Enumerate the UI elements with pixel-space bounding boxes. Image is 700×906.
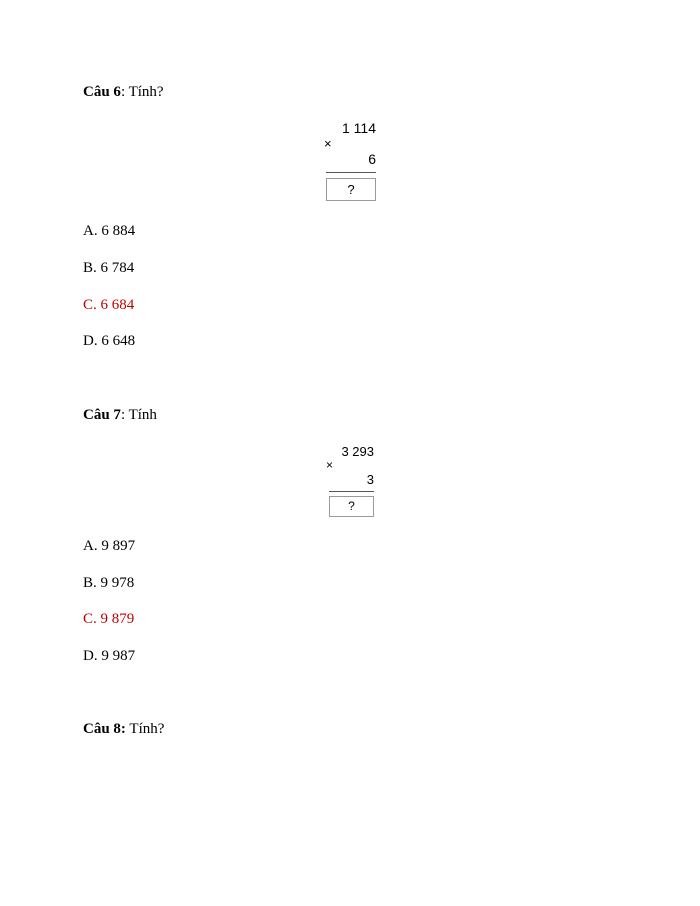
question-7-option-c-correct: C. 9 879 xyxy=(83,611,135,627)
question-7-option-a: A. 9 897 xyxy=(83,538,136,554)
question-6-title xyxy=(83,84,164,101)
question-6-option-b: B. 6 784 xyxy=(83,260,135,276)
calculation-rule xyxy=(326,172,376,173)
question-6-calculation xyxy=(322,118,376,202)
question-7-option-d: D. 9 987 xyxy=(83,648,136,664)
calculation-rule xyxy=(329,491,374,492)
question-6-option-a: A. 6 884 xyxy=(83,223,136,239)
question-7-label: Câu 7 xyxy=(83,407,121,423)
multiplier: 3 xyxy=(366,472,374,487)
question-7-prompt: Tính xyxy=(128,407,157,423)
question-7-calculation xyxy=(325,443,374,517)
question-8-prompt: Tính? xyxy=(129,721,165,737)
question-6-prompt: Tính? xyxy=(128,84,164,100)
answer-box: ? xyxy=(329,496,374,517)
question-7-title xyxy=(83,407,157,424)
question-6-label-suffix: : xyxy=(120,84,129,100)
multiply-sign: × xyxy=(324,136,332,151)
question-6-label: Câu 6 xyxy=(83,84,121,100)
question-7-option-b: B. 9 978 xyxy=(83,575,135,591)
question-6-option-d: D. 6 648 xyxy=(83,333,136,349)
multiplier: 6 xyxy=(368,151,376,167)
question-6-option-c-correct: C. 6 684 xyxy=(83,297,135,313)
question-7-label-suffix: : xyxy=(120,407,129,423)
multiply-sign: × xyxy=(326,458,334,472)
answer-box: ? xyxy=(326,178,376,201)
multiplicand: 3 293 xyxy=(341,444,374,459)
question-8-label: Câu 8: xyxy=(83,721,126,737)
question-8-title xyxy=(83,721,164,738)
multiplicand: 1 114 xyxy=(342,120,376,136)
